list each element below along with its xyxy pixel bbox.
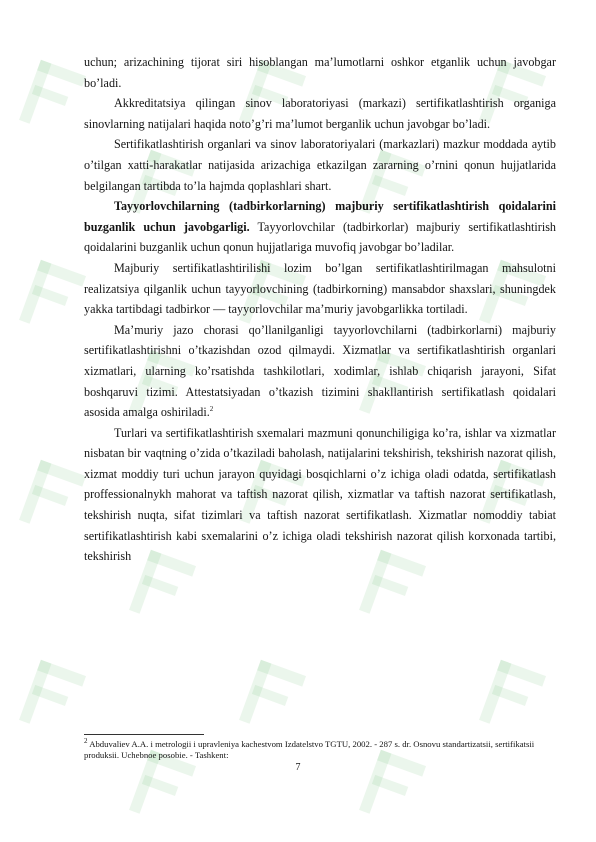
paragraph-heading: Tayyorlovchilarning (tadbirkorlarning) majburiy sertifikatlashtirish qoidalarini buzganlik uchun javobgarligi. [84,199,556,234]
paragraph [84,134,556,196]
paragraph-text: Sertifikatlashtirish organlari va sinov laboratoriyalari (markazlari) mazkur moddada aytib o’tilgan xatti-harakatlar natijasida arizachiga etkazilgan zararning o’rnini qonun hujjatlarida belgilangan tartibda to’la hajmda qoplashlari shart. [84,137,556,193]
paragraph-text: Majburiy sertifikatlashtirilishi lozim bo’lgan sertifikatlashtirilmagan mahsulotni realizatsiya qilganlik uchun tayyorlovchining (tadbirkorning) mansabdor shaxslari, shuningdek yakka tartibdagi tadbirkor — tayyorlovchilar ma’muriy javobgarlikka tortiladi. [84,260,556,317]
footnote-mark: 2 [84,737,88,746]
paragraph [84,423,556,567]
paragraph-text: uchun; arizachining tijorat siri hisoblangan ma’lumotlarni oshkor etganlik uchun javobgar bo’ladi. [84,55,556,90]
footnote-text: Abduvaliev A.A. i metrologii i upravleniya kachestvom Izdatelstvo TGTU, 2002. - 287 s. dr. Osnovu standartizatsii, sertifikatsii produksii. Uchebnoe posobie. - Tashkent: [84,739,535,760]
page-number: 7 [295,762,301,773]
paragraph [84,320,556,423]
paragraph [84,93,556,134]
paragraph [84,196,556,258]
paragraph-text: Tayyorlovchilar (tadbirkorlar) majburiy sertifikatlashtirish qoidalarini buzganlik uchun qonun hujjatlariga muvofiq javobgar bo’ladilar. [84,219,557,255]
document-body [84,52,556,567]
paragraph-text: Ma’muriy jazo chorasi qo’llanilganligi tayyorlovchilarni (tadbirkorlarni) majburiy sertifikatlashtirishni o’tkazishdan ozod qilmaydi. Xizmatlar va sertifikatlashtirish organlari xizmatlari, ularning ko’rsatishda tashkilotlari, xodimlar, ishlab chiqarish jarayoni, Sifat boshqaruvi tizimi. Attestatsiyadan o’tkazish tizimini shakllantirish sertifikatlash qoidalari asosida amalga oshiriladi. [84,322,556,420]
footnote-reference: 2 [209,405,214,414]
paragraph-text: Turlari va sertifikatlashtirish sxemalari mazmuni qonunchiligiga ko’ra, ishlar va xizmatlar nisbatan bir vaqtning o’zida o’tkaziladi baholash, natijalarini tekshirish, tekshirish nazorat qilish, xizmat moddiy turi uchun jarayon quyidagi bosqichlarni o’z ichiga oladi odatda, sertifikatlash proffessionalnykh mahorat va taftish nazorat qilish, xizmatlar va taftish nazorat sertifikatlash, tekshirish nuqta, sifat tizimlari va taftish nazorat sertifikatlash. Xizmatlar nomoddiy tabiat sertifikatlashtirish kabi sxemalarini o’z ichiga oladi tekshirish nazorat qilish korxonada tartibi, tekshirish [84,425,556,564]
paragraph [84,258,556,320]
paragraph [84,52,556,93]
paragraph-text: Akkreditatsiya qilingan sinov laboratoriyasi (markazi) sertifikatlashtirish organiga sinovlarning natijalari haqida noto’g’ri ma’lumot berganlik uchun javobgar bo’ladi. [84,96,556,131]
footnote [84,739,556,761]
footnote-divider [84,734,204,735]
